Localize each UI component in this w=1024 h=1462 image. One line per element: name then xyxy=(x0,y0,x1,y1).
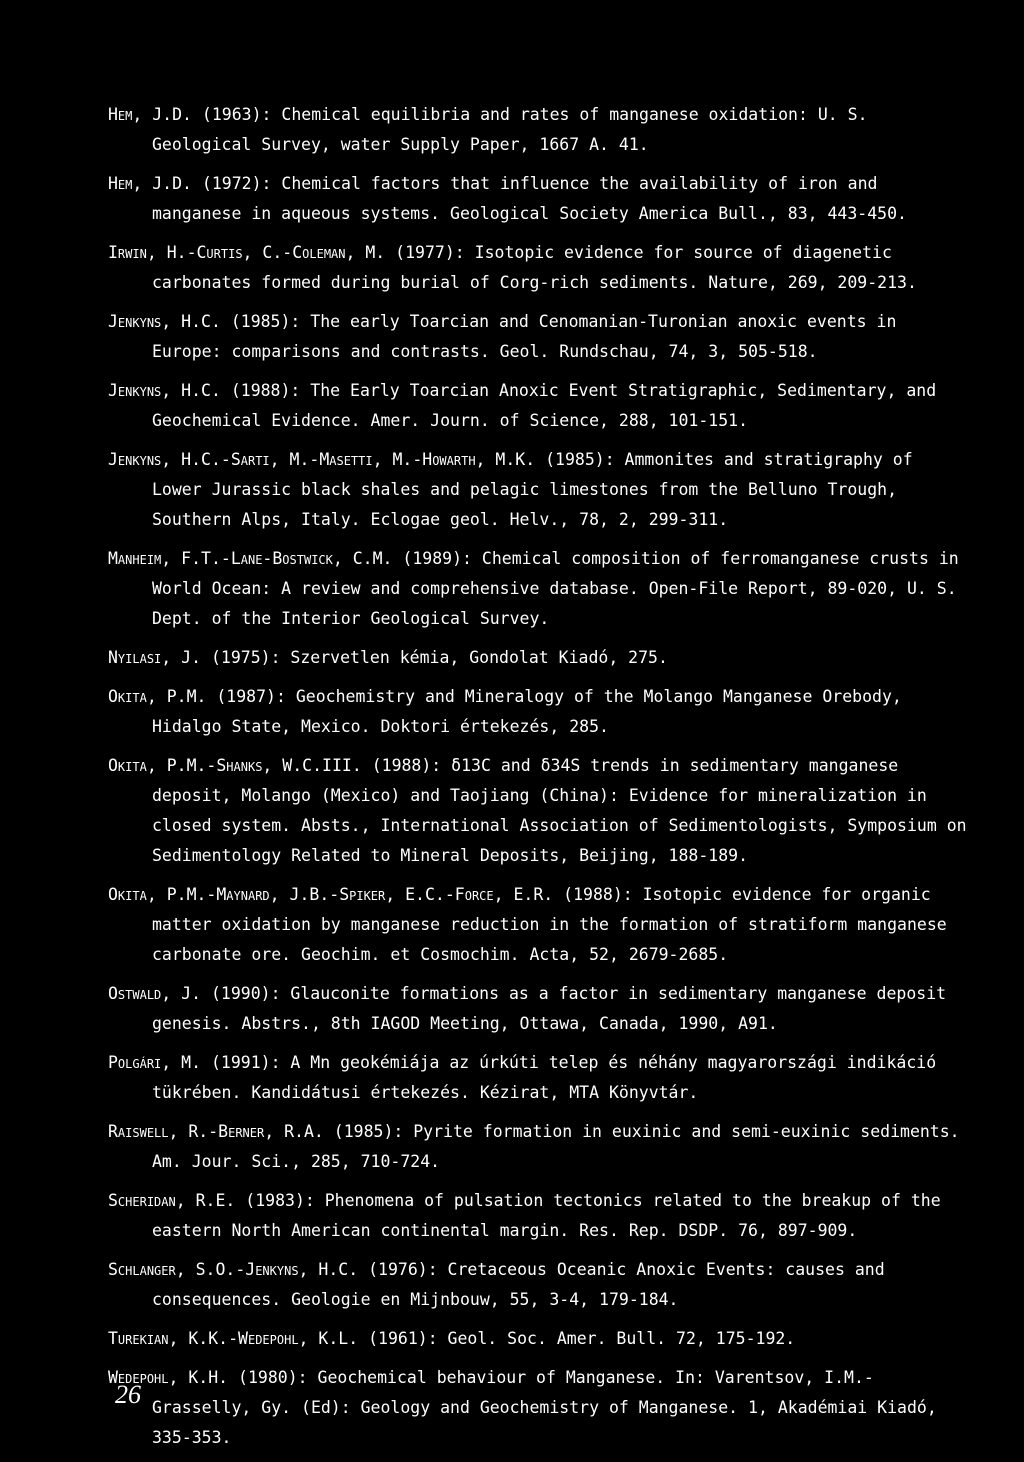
reference-author: Jenkyns, H.C. xyxy=(108,312,221,331)
reference-text: (1977): Isotopic evidence for source of diagenetic carbonates formed during burial of Corg-rich sediments. Nature, 269, 209-213. xyxy=(152,243,917,292)
reference-author: Scheridan, R.E. xyxy=(108,1191,236,1210)
reference-list xyxy=(108,100,968,1462)
reference-author: Polgári, M. xyxy=(108,1053,202,1072)
reference-author: Ostwald, J. xyxy=(108,984,202,1003)
reference-entry xyxy=(108,169,968,229)
reference-text: (1990): Glauconite formations as a factor in sedimentary manganese deposit genesis. Abstrs., 8th IAGOD Meeting, Ottawa, Canada, 1990, A91. xyxy=(152,984,947,1033)
reference-author: Nyilasi, J. xyxy=(108,648,202,667)
reference-text: (1983): Phenomena of pulsation tectonics related to the breakup of the eastern North American continental margin. Res. Rep. DSDP. 76, 897-909. xyxy=(152,1191,941,1240)
reference-text: (1972): Chemical factors that influence the availability of iron and manganese in aqueous systems. Geological Society America Bull., 83, 443-450. xyxy=(152,174,907,223)
reference-author: Wedepohl, K.H. xyxy=(108,1368,229,1387)
reference-text: (1988): δ13C and δ34S trends in sedimentary manganese deposit, Molango (Mexico) and Taojiang (China): Evidence for mineralization in closed system. Absts., International Association of Sedimentologists, Symposium on Sedimentology Related to Mineral Deposits, Beijing, 188-189. xyxy=(152,756,967,865)
reference-entry xyxy=(108,238,968,298)
reference-text: (1975): Szervetlen kémia, Gondolat Kiadó, 275. xyxy=(201,648,668,667)
reference-entry xyxy=(108,544,968,634)
reference-entry xyxy=(108,643,968,673)
reference-entry xyxy=(108,880,968,970)
reference-text: (1985): Pyrite formation in euxinic and semi-euxinic sediments. Am. Jour. Sci., 285, 710-724. xyxy=(152,1122,960,1171)
reference-text: (1980): Geochemical behaviour of Manganese. In: Varentsov, I.M.-Grasselly, Gy. (Ed): Geology and Geochemistry of Manganese. 1, Akadémiai Kiadó, 335-353. xyxy=(152,1368,937,1447)
reference-entry xyxy=(108,1363,968,1453)
reference-author: Okita, P.M. xyxy=(108,687,207,706)
page-number: 26 xyxy=(115,1380,141,1409)
reference-author: Irwin, H.-Curtis, C.-Coleman, M. xyxy=(108,243,386,262)
reference-text: (1991): A Mn geokémiája az úrkúti telep és néhány magyarországi indikáció tükrében. Kandidátusi értekezés. Kézirat, MTA Könyvtár. xyxy=(152,1053,937,1102)
reference-text: (1961): Geol. Soc. Amer. Bull. 72, 175-192. xyxy=(358,1329,796,1348)
reference-author: Okita, P.M.-Maynard, J.B.-Spiker, E.C.-Force, E.R. xyxy=(108,885,554,904)
reference-text: (1985): Ammonites and stratigraphy of Lower Jurassic black shales and pelagic limestones from the Belluno Trough, Southern Alps, Italy. Eclogae geol. Helv., 78, 2, 299-311. xyxy=(152,450,913,529)
reference-author: Hem, J.D. xyxy=(108,105,192,124)
reference-text: (1963): Chemical equilibria and rates of manganese oxidation: U. S. Geological Survey, water Supply Paper, 1667 A. 41. xyxy=(152,105,868,154)
reference-entry xyxy=(108,1186,968,1246)
reference-entry xyxy=(108,1048,968,1108)
reference-author: Turekian, K.K.-Wedepohl, K.L. xyxy=(108,1329,359,1348)
reference-author: Okita, P.M.-Shanks, W.C.III. xyxy=(108,756,362,775)
reference-text: (1988): The Early Toarcian Anoxic Event Stratigraphic, Sedimentary, and Geochemical Evidence. Amer. Journ. of Science, 288, 101-151. xyxy=(152,381,937,430)
reference-entry xyxy=(108,376,968,436)
reference-entry xyxy=(108,307,968,367)
reference-text: (1976): Cretaceous Oceanic Anoxic Events: causes and consequences. Geologie en Mijnbouw, 55, 3-4, 179-184. xyxy=(152,1260,885,1309)
reference-entry xyxy=(108,1324,968,1354)
reference-author: Hem, J.D. xyxy=(108,174,192,193)
reference-author: Schlanger, S.O.-Jenkyns, H.C. xyxy=(108,1260,359,1279)
reference-author: Raiswell, R.-Berner, R.A. xyxy=(108,1122,324,1141)
reference-text: (1988): Isotopic evidence for organic matter oxidation by manganese reduction in the formation of stratiform manganese carbonate ore. Geochim. et Cosmochim. Acta, 52, 2679-2685. xyxy=(152,885,947,964)
reference-author: Jenkyns, H.C.-Sarti, M.-Masetti, M.-Howarth, M.K. xyxy=(108,450,536,469)
reference-entry xyxy=(108,445,968,535)
reference-text: (1987): Geochemistry and Mineralogy of the Molango Manganese Orebody, Hidalgo State, Mexico. Doktori értekezés, 285. xyxy=(152,687,902,736)
reference-entry xyxy=(108,682,968,742)
reference-entry xyxy=(108,100,968,160)
reference-entry xyxy=(108,751,968,871)
reference-entry xyxy=(108,1117,968,1177)
reference-author: Jenkyns, H.C. xyxy=(108,381,221,400)
reference-text: (1989): Chemical composition of ferromanganese crusts in World Ocean: A review and comprehensive database. Open-File Report, 89-020, U. S. Dept. of the Interior Geological Survey. xyxy=(152,549,959,628)
reference-text: (1985): The early Toarcian and Cenomanian-Turonian anoxic events in Europe: comparisons and contrasts. Geol. Rundschau, 74, 3, 505-518. xyxy=(152,312,897,361)
reference-entry xyxy=(108,979,968,1039)
reference-entry xyxy=(108,1255,968,1315)
reference-author: Manheim, F.T.-Lane-Bostwick, C.M. xyxy=(108,549,393,568)
